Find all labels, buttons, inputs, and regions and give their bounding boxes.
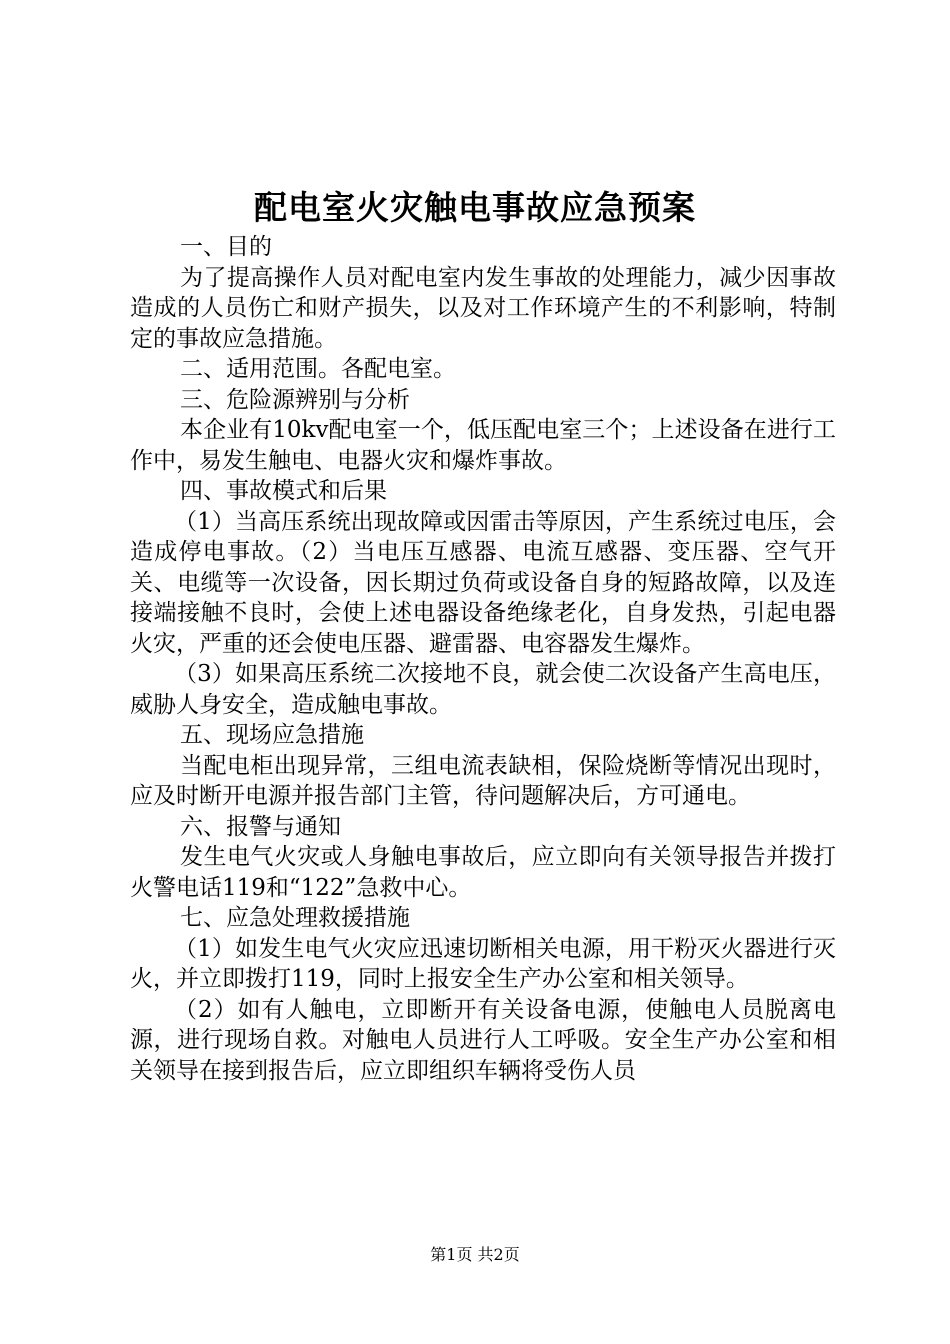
paragraph-rescue-measures-2: （2）如有人触电，立即断开有关设备电源，使触电人员脱离电源，进行现场自救。对触电人员进行人工呼吸。安全生产办公室和相关领导在接到报告后，应立即组织车辆将受伤人员 (130, 996, 836, 1084)
heading-accident-modes: 四、事故模式和后果 (180, 478, 387, 504)
paragraph-hazard-analysis: 本企业有10kv配电室一个，低压配电室三个；上述设备在进行工作中，易发生触电、电器火灾和爆炸事故。 (130, 417, 836, 474)
paragraph-purpose: 为了提高操作人员对配电室内发生事故的处理能力，减少因事故造成的人员伤亡和财产损失，以及对工作环境产生的不利影响，特制定的事故应急措施。 (130, 264, 836, 352)
heading-purpose: 一、目的 (180, 234, 272, 260)
paragraph-accident-modes-3: （3）如果高压系统二次接地不良，就会使二次设备产生高电压，威胁人身安全，造成触电事故。 (130, 661, 836, 718)
paragraph-alarm-notification: 发生电气火灾或人身触电事故后，应立即向有关领导报告并拨打火警电话119和“122”急救中心。 (130, 844, 836, 901)
paragraph-rescue-measures-1: （1）如发生电气火灾应迅速切断相关电源，用干粉灭火器进行灭火，并立即拨打119，同时上报安全生产办公室和相关领导。 (130, 935, 836, 992)
heading-alarm-notification: 六、报警与通知 (180, 813, 341, 840)
page-number-footer: 第1页 共2页 (430, 1245, 520, 1264)
paragraph-accident-modes-1-2: （1）当高压系统出现故障或因雷击等原因，产生系统过电压，会造成停电事故。（2）当电压互感器、电流互感器、变压器、空气开关、电缆等一次设备，因长期过负荷或设备自身的短路故障，以及连接端接触不良时，会使上述电器设备绝缘老化，自身发热，引起电器火灾，严重的还会使电压器、避雷器、电容器发生爆炸。 (130, 508, 836, 657)
heading-scope: 二、适用范围。各配电室。 (180, 356, 456, 382)
heading-rescue-measures: 七、应急处理救援措施 (180, 905, 410, 931)
document-title: 配电室火灾触电事故应急预案 (254, 188, 696, 227)
heading-hazard-analysis: 三、危险源辨别与分析 (180, 386, 410, 413)
paragraph-onsite-measures: 当配电柜出现异常，三组电流表缺相，保险烧断等情况出现时，应及时断开电源并报告部门主管，待问题解决后，方可通电。 (130, 752, 836, 809)
document-body (130, 232, 836, 1086)
heading-onsite-measures: 五、现场应急措施 (180, 722, 364, 748)
